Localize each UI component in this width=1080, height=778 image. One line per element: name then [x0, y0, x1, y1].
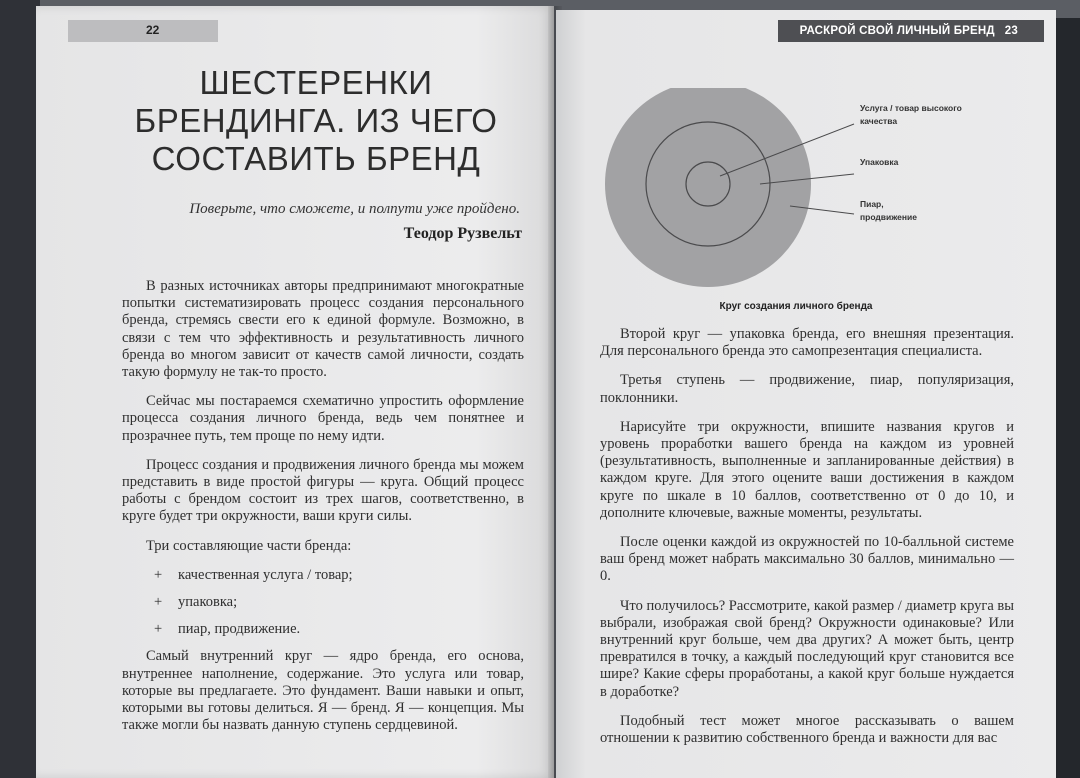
paragraph: Процесс создания и продвижения личного бренда мы можем представить в виде простой фигуры — круга. Общий процесс работы с брендом состоит из трех шагов, соответственно, в круге будет три окружности, ваши круги силы.	[122, 456, 524, 525]
paragraph: После оценки каждой из окружностей по 10-балльной системе ваш бренд может набрать максимально 30 баллов, минимально — 0.	[600, 534, 1014, 585]
left-page-header	[68, 20, 218, 42]
paragraph: Нарисуйте три окружности, впишите названия кругов и уровень проработки вашего бренда на каждом из уровней (результативность, выполненные и запланированные действия) в каждом круге. Для этого оцените ваши достижения в каждом круге по шкале в 10 баллов, соответственно от 0 до 10, и дополните ключевые, важные моменты, результаты.	[600, 418, 1014, 521]
epigraph-quote: Поверьте, что сможете, и полпути уже пройдено.	[189, 201, 520, 217]
brand-circles-diagram	[602, 88, 862, 298]
right-page-number: 23	[1004, 25, 1018, 37]
paragraph: Самый внутренний круг — ядро бренда, его основа, внутреннее наполнение, содержание. Это услуга или товар, которые вы предлагаете. Это фундамент. Ваши навыки и опыт, которыми вы готовы делиться. Я — бренд. Я — концепция. Мы также могли бы назвать данную ступень сердцевиной.	[122, 648, 524, 734]
brand-parts-list	[122, 567, 524, 639]
label-pr-promotion: Пиар, продвижение	[860, 199, 917, 222]
epigraph-author: Теодор Рузвельт	[403, 225, 522, 242]
list-item-text: упаковка;	[178, 594, 238, 611]
outer-circle	[605, 88, 811, 287]
paragraph: Что получилось? Рассмотрите, какой размер / диаметр круга вы выбрали, изображая свой бренд? Окружности одинаковые? Или внутренний круг больше, чем два других? А может быть, центр превратился в точку, а каждый последующий круг становится все шире? Какие сферы проработаны, а какой круг больше нуждается в доработке?	[600, 597, 1014, 700]
paragraph: В разных источниках авторы предпринимают многократные попытки систематизировать процесс создания персонального бренда, стремясь свести его к единой формуле. Возможно, в связи с тем что эффективность и результативность личного бренда во многом зависит от качеств самой личности, создать такую формулу не так-то просто.	[122, 278, 524, 381]
diagram-caption: Круг создания личного бренда	[719, 301, 873, 312]
book-cover-left-edge	[0, 0, 40, 778]
list-item	[122, 567, 524, 584]
paragraph: Сейчас мы постараемся схематично упростить оформление процесса создания личного бренда, ведь чем понятнее и прозрачнее путь, тем проще по нему идти.	[122, 393, 524, 444]
list-item	[122, 621, 524, 638]
left-page-body	[122, 278, 524, 746]
left-page	[36, 6, 554, 778]
plus-bullet-icon: +	[154, 594, 163, 611]
right-page-body	[600, 326, 1014, 759]
plus-bullet-icon: +	[154, 621, 163, 638]
paragraph: Подобный тест может многое рассказывать о вашем отношении к развитию собственного бренда и важности для вас	[600, 712, 1014, 747]
label-packaging: Упаковка	[860, 157, 899, 167]
paragraph: Второй круг — упаковка бренда, его внешняя презентация. Для персонального бренда это самопрезентация специалиста.	[600, 326, 1014, 360]
chapter-title: ШЕСТЕРЕНКИ БРЕНДИНГА. ИЗ ЧЕГО СОСТАВИТЬ БРЕНД	[134, 64, 498, 177]
left-page-number: 22	[146, 23, 160, 37]
list-item-text: пиар, продвижение.	[178, 621, 301, 638]
paragraph: Три составляющие части бренда:	[146, 537, 352, 554]
list-item-text: качественная услуга / товар;	[178, 566, 353, 583]
running-title: РАСКРОЙ СВОЙ ЛИЧНЫЙ БРЕНД	[799, 25, 995, 37]
right-page	[556, 10, 1056, 778]
label-quality-service: Услуга / товар высокого качества	[860, 103, 962, 126]
plus-bullet-icon: +	[154, 566, 163, 583]
list-item	[122, 594, 524, 611]
right-page-header	[778, 20, 1044, 42]
paragraph: Третья ступень — продвижение, пиар, популяризация, поклонники.	[600, 372, 1014, 406]
